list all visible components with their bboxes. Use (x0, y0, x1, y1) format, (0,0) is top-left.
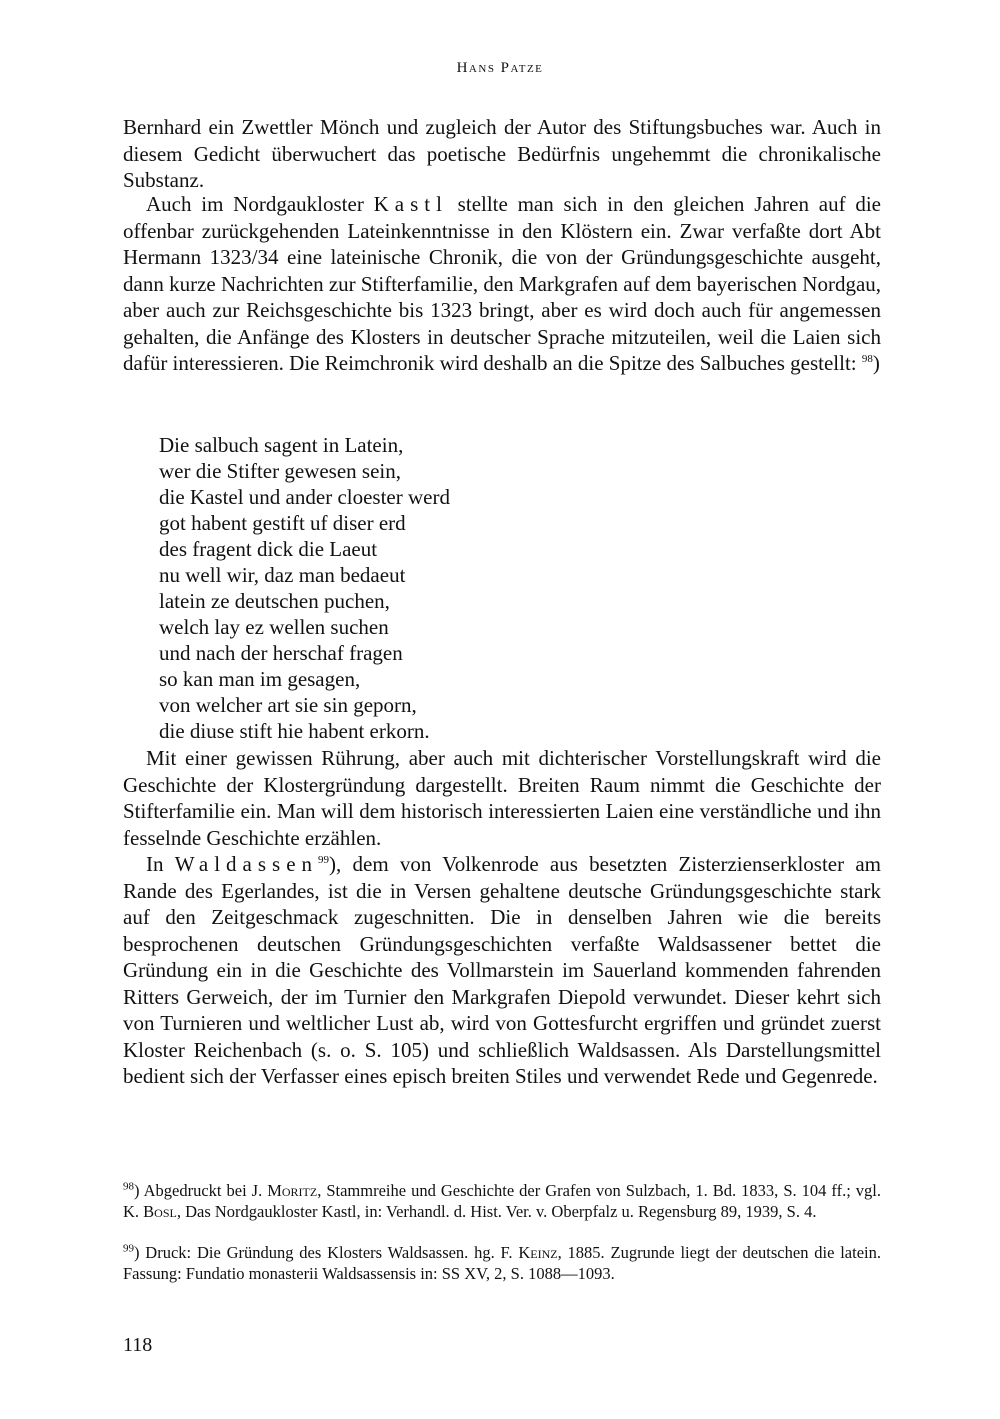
footnote-number: 99 (123, 1242, 134, 1255)
verse-line: von welcher art sie sin geporn, (159, 693, 417, 717)
footnote-text: , Das Nordgaukloster Kastl, in: Verhandl. d. Hist. Ver. v. Oberpfalz u. Regensburg 89, 1939, S. 4. (176, 1201, 817, 1221)
paragraph-3 (123, 745, 881, 851)
paragraph-2-end: ) (872, 351, 880, 375)
paragraph-4 (123, 851, 881, 1090)
footnote-ref-98: 98 (861, 353, 873, 365)
verse-line: die Kastel und ander cloester werd (159, 485, 450, 509)
spaced-place-waldassen: Waldassen (174, 852, 319, 876)
verse-line: die diuse stift hie habent erkorn. (159, 719, 430, 743)
footnote-98 (123, 1181, 881, 1222)
author-name: Moritz (267, 1181, 318, 1200)
verse-line: wer die Stifter gewesen sein, (159, 459, 402, 483)
verse-line: so kan man im gesagen, (159, 667, 361, 691)
author-name: Bosl (143, 1201, 177, 1221)
verse-line: got habent gestift uf diser erd (159, 511, 406, 535)
running-header: Hans Patze (456, 60, 544, 76)
verse-line: welch lay ez wellen suchen (159, 615, 389, 639)
verse-line: des fragent dick die Laeut (159, 537, 378, 561)
author-name: Keinz (518, 1243, 558, 1262)
paragraph-2-text: stellte man sich in den gleichen Jahren auf die offenbar zurückgehenden Lateinkenntnisse in den Klöstern ein. Zwar verfaßte dort Abt Hermann 1323/34 eine lateinische Chronik, die von der Gründungsgeschichte ausgeht, dann kurze Nachrichten zur Stifterfamilie, den Markgrafen auf dem bayerischen Nordgau, aber auch zur Reichsgeschichte bis 1323 bringt, aber es wird doch auch für angemessen gehalten, die Anfänge des Klosters in deutscher Sprache mitzuteilen, weil die Laien sich dafür interessieren. Die Reimchronik wird deshalb an die Spitze des Salbuches gestellt: (123, 192, 882, 375)
paragraph-4-text: ), dem von Volkenrode aus besetzten Zisterzienserkloster am Rande des Egerlandes, ist die in Versen gehaltene deutsche Gründungsgeschichte stark auf den Zeitgeschmack zugeschnitten. Die in denselben Jahren wie die bereits besprochenen deutschen Gründungsgeschichten verfaßte Waldsassener bettet die Gründung ein in die Geschichte des Vollmarstein im Sauerland kommenden fahrenden Ritters Gerweich, der im Turnier den Markgrafen Diepold verwundet. Dieser kehrt sich von Turnieren und weltlicher Lust ab, wird von Gottesfurcht ergriffen und gründet zuerst Kloster Reichenbach (s. o. S. 105) und schließlich Waldsassen. Als Darstellungsmittel bedient sich der Verfasser eines episch breiten Stiles und verwendet Rede und Gegenrede. (123, 852, 881, 1088)
verse-line: nu well wir, daz man bedaeut (159, 563, 406, 587)
paragraph-3-text: Mit einer gewissen Rührung, aber auch mit dichterischer Vorstellungskraft wird die Geschichte der Klostergründung dargestellt. Breiten Raum nimmt die Geschichte der Stifterfamilie ein. Man will dem historisch interessierten Laien eine verständliche und ihn fesselnde Geschichte erzählen. (123, 746, 881, 850)
footnote-text: , Stammreihe und Geschichte der Grafen von Sulzbach, 1. Bd. 1833, S. 104 ff.; vgl. K. (123, 1181, 881, 1221)
footnote-text: , 1885. Zugrunde liegt der deutschen die latein. Fassung: Fundatio monasterii Waldsassensis in: SS XV, 2, S. 1088—1093. (123, 1243, 881, 1283)
paragraph-1: Bernhard ein Zwettler Mönch und zugleich der Autor des Stiftungsbuches war. Auch in diesem Gedicht überwuchert das poetische Bedürfnis ungehemmt die chronikalische Substanz. (123, 115, 881, 192)
footnote-ref-99: 99 (318, 854, 330, 866)
footnote-text: ) Abgedruckt bei J. (134, 1181, 268, 1200)
verse-line: Die salbuch sagent in Latein, (159, 433, 404, 457)
paragraph-2 (123, 191, 881, 377)
footnote-number: 98 (123, 1180, 134, 1193)
page-number: 118 (123, 1334, 153, 1356)
verse-line: latein ze deutschen puchen, (159, 589, 390, 613)
spaced-place-kastl: Kastl (373, 192, 448, 216)
verse-line: und nach der herschaf fragen (159, 641, 403, 665)
paragraph-4-pre: In (146, 852, 175, 876)
footnote-text: ) Druck: Die Gründung des Klosters Waldsassen. hg. F. (134, 1243, 519, 1262)
paragraph-2-pre: Auch im Nordgaukloster (146, 192, 374, 216)
footnote-99 (123, 1243, 881, 1284)
verse-block (159, 432, 450, 744)
